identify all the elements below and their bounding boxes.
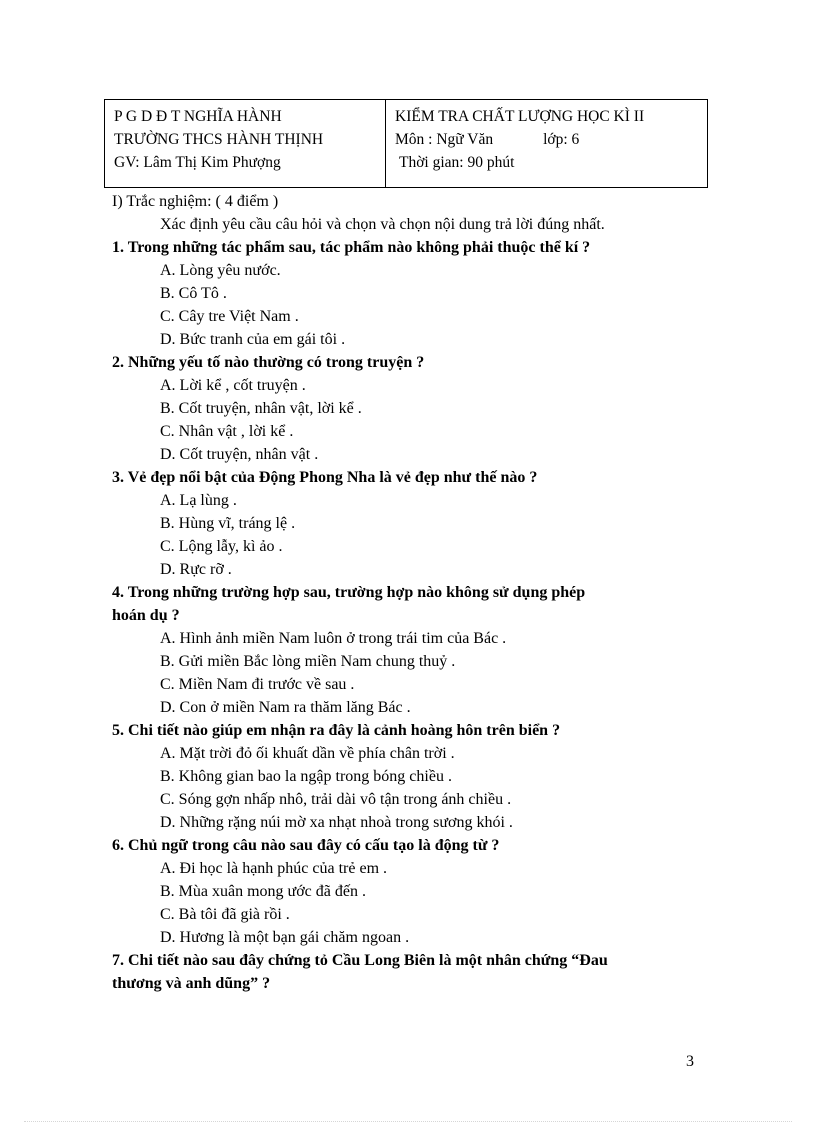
answer-option: A. Mặt trời đỏ ối khuất dần về phía chân trời .: [160, 745, 455, 762]
question-text: hoán dụ ?: [112, 607, 180, 624]
answer-option: C. Nhân vật , lời kể .: [160, 423, 294, 440]
question-2: [112, 351, 712, 466]
header-school: TRƯỜNG THCS HÀNH THỊNH: [114, 131, 324, 148]
exam-title: KIỂM TRA CHẤT LƯỢNG HỌC KÌ II: [395, 108, 645, 125]
answer-option: B. Mùa xuân mong ước đã đến .: [160, 883, 366, 900]
question-list: [112, 236, 712, 995]
answer-option: C. Sóng gợn nhấp nhô, trải dài vô tận trong ánh chiều .: [160, 791, 512, 808]
answer-option: C. Bà tôi đã già rồi .: [160, 906, 290, 923]
exam-subject-line: [395, 128, 707, 151]
answer-option: A. Lạ lùng .: [160, 492, 237, 509]
answer-option: A. Đi học là hạnh phúc của trẻ em .: [160, 860, 388, 877]
header-exam-info: [386, 100, 708, 188]
answer-option: D. Bức tranh của em gái tôi .: [160, 331, 346, 348]
answer-option: C. Cây tre Việt Nam .: [160, 308, 299, 325]
answer-option: B. Cô Tô .: [160, 285, 227, 302]
question-text: 2. Những yếu tố nào thường có trong truyện ?: [112, 354, 425, 371]
question-6: [112, 834, 712, 949]
question-1: [112, 236, 712, 351]
answer-option: D. Hương là một bạn gái chăm ngoan .: [160, 929, 410, 946]
answer-option: D. Cốt truyện, nhân vật .: [160, 446, 319, 463]
question-text: 5. Chi tiết nào giúp em nhận ra đây là cảnh hoàng hôn trên biển ?: [112, 722, 561, 739]
answer-option: C. Lộng lẫy, kì ảo .: [160, 538, 283, 555]
question-7: [112, 949, 712, 995]
exam-subject: Môn : Ngữ Văn: [395, 131, 494, 148]
header-department: P G D Đ T NGHĨA HÀNH: [114, 108, 282, 125]
header-table: [104, 99, 708, 188]
section-instruction: Xác định yêu cầu câu hỏi và chọn và chọn nội dung trả lời đúng nhất.: [160, 216, 605, 233]
question-5: [112, 719, 712, 834]
header-school-info: [105, 100, 386, 188]
exam-content: [112, 190, 712, 995]
answer-option: D. Những rặng núi mờ xa nhạt nhoà trong sương khói .: [160, 814, 513, 831]
section-title: I) Trắc nghiệm: ( 4 điểm ): [112, 193, 279, 210]
answer-option: A. Hình ảnh miền Nam luôn ở trong trái tim của Bác .: [160, 630, 507, 647]
answer-option: D. Con ở miền Nam ra thăm lăng Bác .: [160, 699, 411, 716]
answer-option: C. Miền Nam đi trước về sau .: [160, 676, 355, 693]
question-text: thương và anh dũng” ?: [112, 975, 271, 992]
answer-option: B. Không gian bao la ngập trong bóng chiều .: [160, 768, 452, 785]
exam-time: Thời gian: 90 phút: [399, 154, 515, 171]
answer-option: B. Hùng vĩ, tráng lệ .: [160, 515, 296, 532]
header-teacher: GV: Lâm Thị Kim Phượng: [114, 154, 281, 171]
answer-option: A. Lời kể , cốt truyện .: [160, 377, 306, 394]
page-number: 3: [686, 1053, 694, 1070]
question-text: 6. Chủ ngữ trong câu nào sau đây có cấu tạo là động từ ?: [112, 837, 500, 854]
question-text: 3. Vẻ đẹp nổi bật của Động Phong Nha là vẻ đẹp như thế nào ?: [112, 469, 538, 486]
question-3: [112, 466, 712, 581]
answer-option: B. Gửi miền Bắc lòng miền Nam chung thuỷ .: [160, 653, 456, 670]
question-text: 7. Chi tiết nào sau đây chứng tỏ Cầu Long Biên là một nhân chứng “Đau: [112, 952, 608, 969]
question-text: 4. Trong những trường hợp sau, trường hợp nào không sử dụng phép: [112, 584, 586, 601]
question-text: 1. Trong những tác phẩm sau, tác phẩm nào không phải thuộc thể kí ?: [112, 239, 591, 256]
answer-option: B. Cốt truyện, nhân vật, lời kể .: [160, 400, 362, 417]
page-bottom-border: [24, 1121, 792, 1122]
answer-option: A. Lòng yêu nước.: [160, 262, 281, 279]
exam-grade: lớp: 6: [543, 131, 580, 148]
question-4: [112, 581, 712, 719]
answer-option: D. Rực rỡ .: [160, 561, 232, 578]
